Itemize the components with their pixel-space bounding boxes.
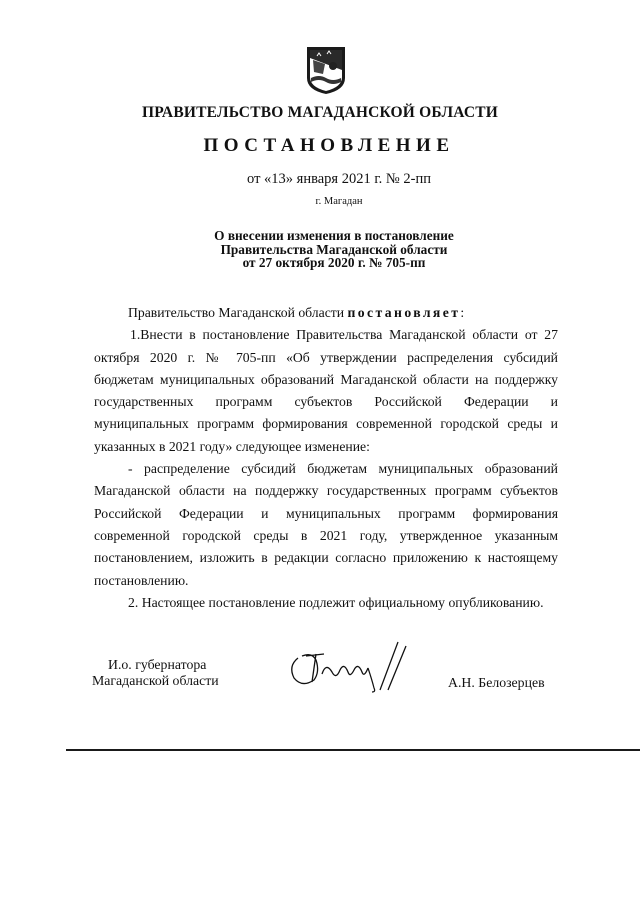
document-body <box>94 302 558 614</box>
preamble-verb: постановляет <box>347 305 461 320</box>
organization-name: ПРАВИТЕЛЬСТВО МАГАДАНСКОЙ ОБЛАСТИ <box>141 104 499 121</box>
subject-line-2: Правительства Магаданской области <box>220 241 448 257</box>
date-number: от «13» января 2021 г. № 2-пп <box>247 171 431 187</box>
item-1-subitem: - распределение субсидий бюджетам муниципальных образований Магаданской области на поддержку государственных программ субъектов Российской Федерации и муниципальных программ формирования современной городской среды в 2021 году, утвержденное указанным постановлением, изложить в редакции согласно приложению к настоящему постановлению. <box>94 461 558 588</box>
coat-of-arms-icon <box>303 44 349 96</box>
page-divider <box>66 749 640 751</box>
signatory-title-line-2: Магаданской области <box>92 673 219 688</box>
city: г. Магадан <box>315 196 363 207</box>
subject-line-3: от 27 октября 2020 г. № 705-пп <box>242 255 426 270</box>
item-2: 2. Настоящее постановление подлежит официальному опубликованию. <box>128 594 544 610</box>
signatory-name: А.Н. Белозерцев <box>448 675 545 690</box>
signatory-title <box>92 657 219 689</box>
preamble-start: Правительство Магаданской области <box>128 305 348 320</box>
document-type: ПОСТАНОВЛЕНИЕ <box>203 135 455 156</box>
handwritten-signature <box>284 636 408 694</box>
subject-line-1: О внесении изменения в постановление <box>214 228 454 243</box>
item-1: 1.Внести в постановление Правительства Магаданской области от 27 октября 2020 г. № 705-пп «Об утверждении распределения субсидий бюджетам муниципальных образований Магаданской области на поддержку государственных программ субъектов Российской Федерации и муниципальных программ формирования современной городской среды и указанных в 2021 году» следующее изменение: <box>94 327 558 454</box>
signatory-title-line-1: И.о. губернатора <box>108 657 207 672</box>
document-subject <box>0 229 640 270</box>
preamble-end: : <box>460 305 465 320</box>
preamble <box>94 302 558 324</box>
